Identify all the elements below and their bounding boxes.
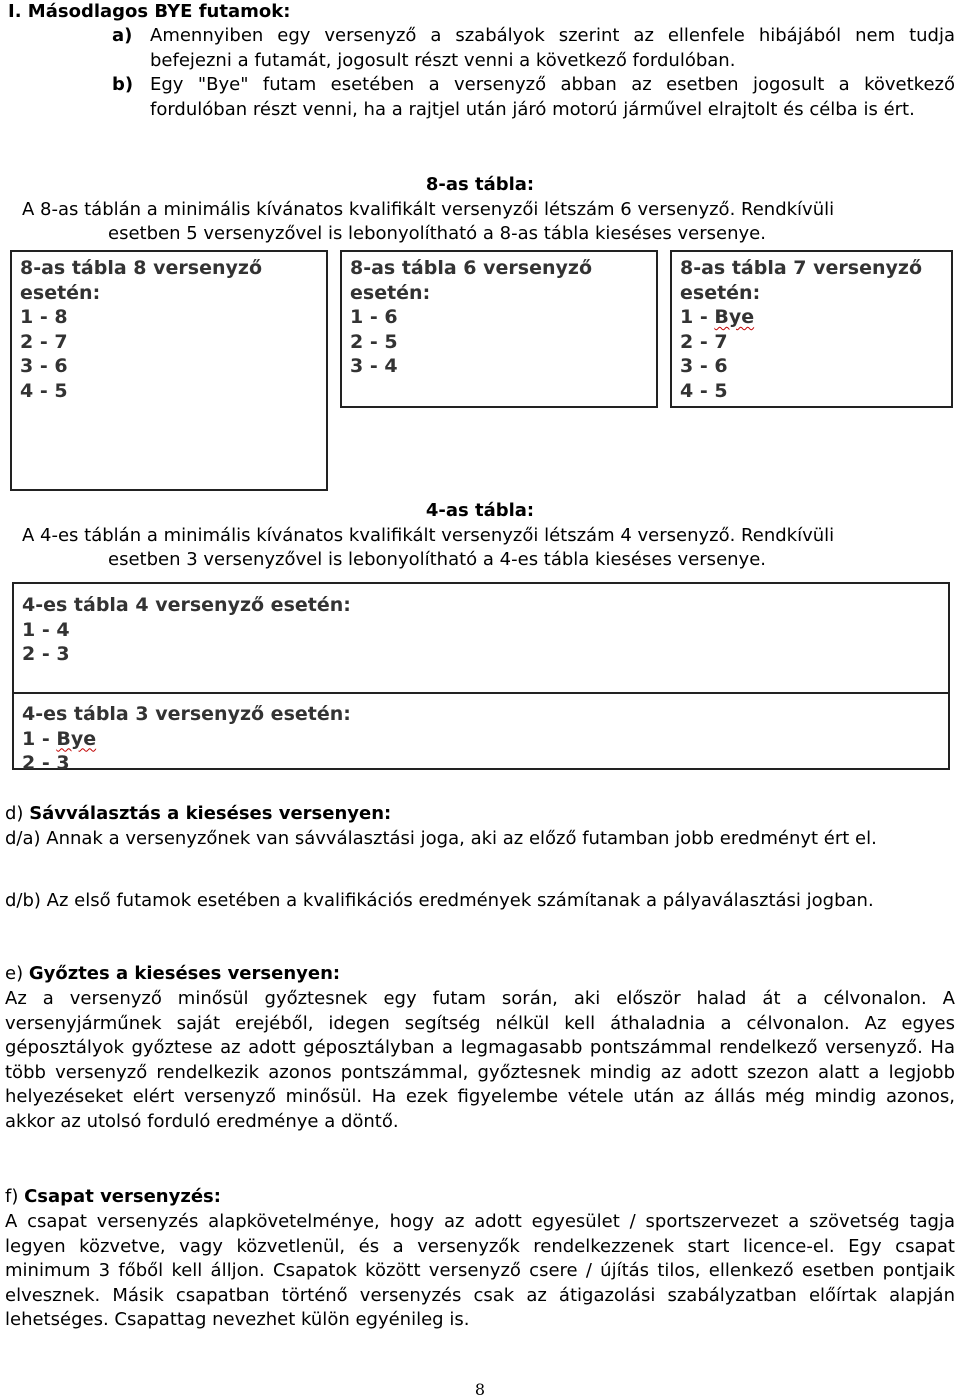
table8-desc-line1: A 8-as táblán a minimális kívánatos kvalifikált versenyzői létszám 6 versenyző. Rendkívüli [22, 199, 835, 220]
item-b-label: b) [112, 74, 134, 95]
table8-title: 8-as tábla: [425, 174, 535, 195]
bye-label: Bye [714, 306, 755, 328]
pairing-row: 1 - 6 [350, 306, 398, 328]
lane-heading [5, 802, 391, 827]
table8-box-6-competitors [340, 250, 658, 408]
pairing-row: 1 - 8 [20, 306, 68, 328]
pairing-row: 2 - 5 [350, 330, 398, 353]
table8-box-8-competitors [10, 250, 328, 491]
pairing-row: 2 - 3 [22, 752, 70, 774]
pairing-row: 4 - 5 [20, 379, 68, 402]
table8-box-7-competitors [670, 250, 953, 408]
winner-text: Az a versenyző minősül győztesnek egy futam során, aki először halad át a célvonalon. A versenyjárműnek saját erejéből, idegen segítség nélkül kell áthaladnia a célvonalon. Az egyes géposztályok győztese az adott géposztályban a legmagasabb pontszámmal rendelkező versenyző. Ha több versenyző rendelkezik azonos pontszámmal, győztesnek mindig az adott szezon alatt a legjobb helyezéseket elért versenyző minősül. Ha ezek figyelembe vétele után az állás még mindig azonos, akkor az utolsó forduló eredménye a döntő. [5, 988, 955, 1132]
item-a-text: Amennyiben egy versenyző a szabályok szerint az ellenfele hibájából nem tudja befejezni a futamát, jogosult részt venni a következő fordulóban. [150, 25, 955, 71]
box-title: 8-as tábla 7 versenyző [680, 257, 922, 279]
pairing-row: 3 - 6 [20, 355, 68, 377]
bye-label: Bye [56, 727, 97, 750]
pairing-row: 1 - 4 [22, 618, 70, 641]
lane-label: d) [5, 803, 24, 824]
lane-da: d/a) Annak a versenyzőnek van sávválasztási joga, aki az előző futamban jobb eredményt ért el. [5, 828, 877, 849]
table4-box [12, 582, 950, 774]
table4-desc-line2: esetben 3 versenyzővel is lebonyolítható a 4-es tábla kieséses versenye. [108, 549, 766, 570]
pairing-prefix: 1 - [680, 306, 715, 328]
lane-title: Sávválasztás a kieséses versenyen: [29, 803, 392, 824]
winner-label: e) [5, 963, 24, 984]
page-number: 8 [474, 1380, 486, 1399]
team-title: Csapat versenyzés: [24, 1186, 221, 1207]
pairing-row: 2 - 7 [680, 330, 728, 353]
pairing-prefix: 1 - [22, 727, 57, 750]
table4-4-competitors [14, 584, 948, 671]
pairing-row: 3 - 6 [680, 355, 728, 377]
table4-3-competitors [14, 698, 359, 780]
pairing-row: 4 - 5 [680, 379, 728, 402]
pairing-row: 2 - 3 [22, 643, 70, 665]
pairing-row: 2 - 7 [20, 330, 68, 353]
box-subtitle: esetén: [350, 281, 431, 304]
box-title: 4-es tábla 4 versenyző esetén: [22, 594, 351, 616]
item-b-text: Egy "Bye" futam esetében a versenyző abban az esetben jogosult a következő fordulóban részt venni, ha a rajtjel után járó motorú járművel elrajtolt és célba is ért. [150, 74, 955, 120]
lane-db: d/b) Az első futamok esetében a kvalifikációs eredmények számítanak a pályaválasztási jogban. [5, 890, 874, 911]
item-a-label: a) [112, 25, 133, 46]
pairing-row: 3 - 4 [350, 355, 398, 377]
box-title: 8-as tábla 8 versenyző [20, 257, 262, 279]
winner-heading [5, 962, 340, 987]
table4-desc-line1: A 4-es táblán a minimális kívánatos kvalifikált versenyzői létszám 4 versenyző. Rendkívüli [22, 525, 835, 546]
pairing-row-bye [680, 305, 943, 330]
box-title: 8-as tábla 6 versenyző [350, 257, 592, 279]
team-text: A csapat versenyzés alapkövetelménye, hogy az adott egyesület / sportszervezet a szövetség tagja legyen közvetve, vagy közvetlenül, és a versenyzők rendelkezzenek start licence-el. Egy csapat minimum 3 főből kell álljon. Csapatok között versenyző csere / újítás tilos, ellenkező esetben pontjaik elvesznek. Másik csapatban történő versenyzés csak az átigazolási szabályzatban előírtak alapján lehetséges. Csapattag nevezhet külön egyénileg is. [5, 1211, 955, 1330]
team-label: f) [5, 1186, 19, 1207]
table4-title: 4-as tábla: [425, 500, 535, 521]
box-title: 4-es tábla 3 versenyző esetén: [22, 703, 351, 725]
table8-desc-line2: esetben 5 versenyzővel is lebonyolítható a 8-as tábla kieséses versenye. [108, 223, 766, 244]
table4-divider [14, 692, 948, 694]
team-heading [5, 1185, 221, 1210]
box-subtitle: esetén: [20, 281, 101, 304]
box-subtitle: esetén: [680, 281, 761, 304]
pairing-row-bye [22, 727, 351, 752]
section-heading: I. Másodlagos BYE futamok: [8, 1, 291, 22]
winner-title: Győztes a kieséses versenyen: [28, 963, 341, 984]
